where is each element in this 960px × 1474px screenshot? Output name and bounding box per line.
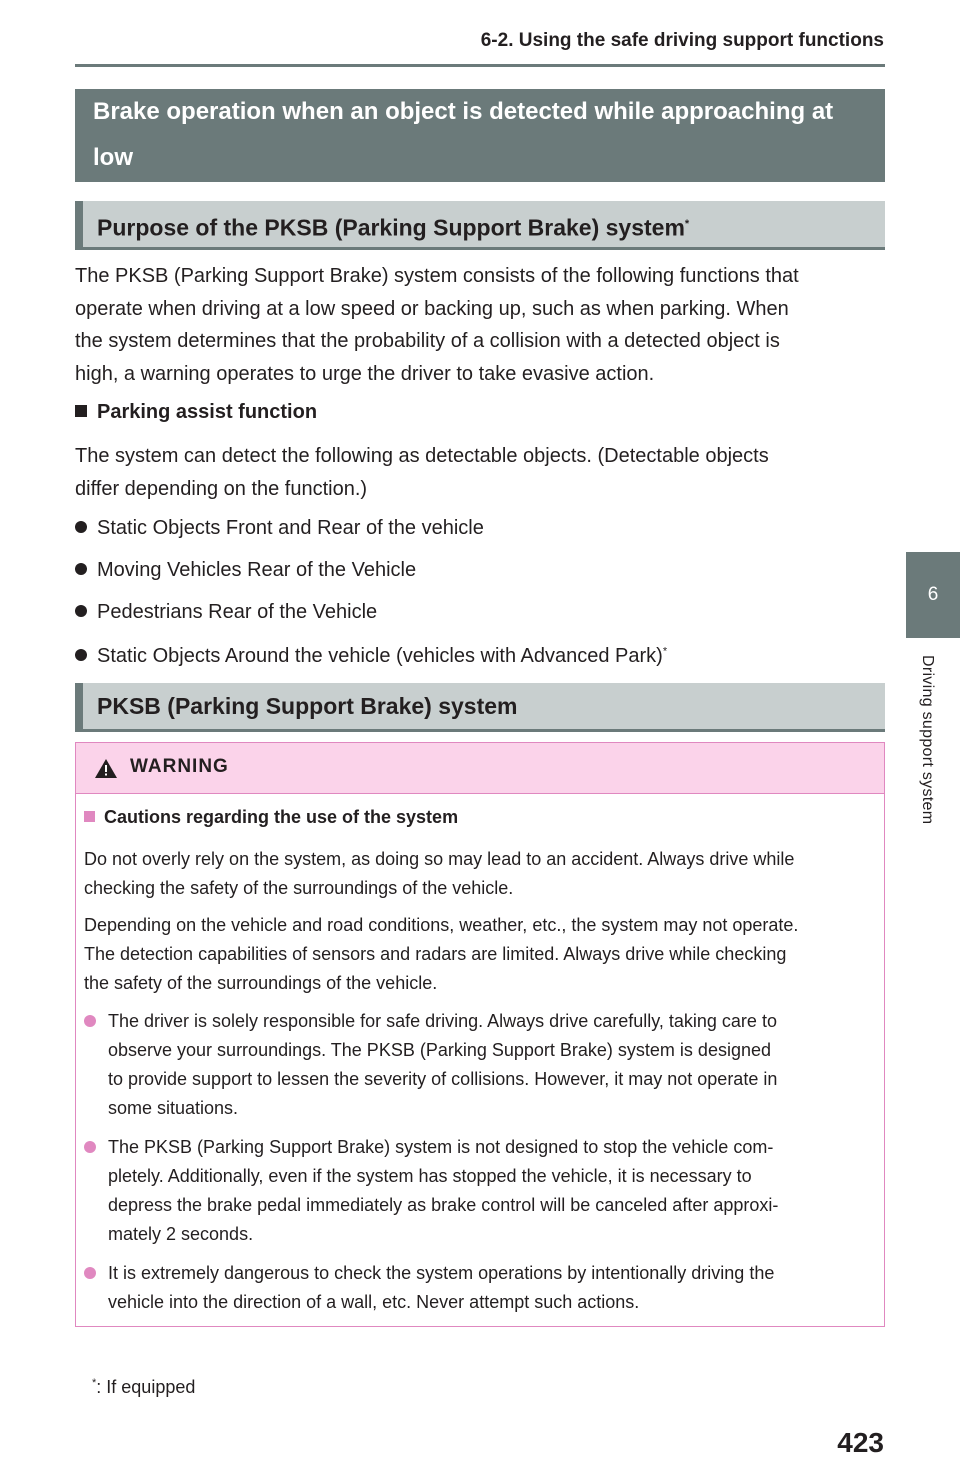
page-number: 423 (837, 1427, 884, 1458)
bullet-dot-icon (75, 563, 87, 575)
warning-list-item: It is extremely dangerous to check the system operations by intentionally driving the vehicle into the direction of a wall, etc. Never attempt such actions. (84, 1259, 879, 1317)
list-item: Moving Vehicles Rear of the Vehicle (75, 559, 416, 582)
warning-paragraph: Do not overly rely on the system, as doing so may lead to an accident. Always drive while checking the safety of the surroundings of the vehicle. (84, 849, 795, 898)
bullet-dot-icon (75, 521, 87, 533)
list-item: Pedestrians Rear of the Vehicle (75, 601, 377, 624)
warning-list-item: The driver is solely responsible for safe driving. Always drive carefully, taking care to observe your surroundings. The PKSB (Parking Support Brake) system is designed to provide support to lessen the severity of collisions. However, it may not operate in some situations. (84, 1007, 879, 1123)
parking-assist-subheading: Parking assist function (75, 401, 317, 424)
warning-subheading: Cautions regarding the use of the system (84, 807, 458, 828)
bullet-dot-icon (84, 1141, 96, 1153)
list-item: Static Objects Around the vehicle (vehicles with Advanced Park)* (75, 645, 667, 668)
warning-list-item: The PKSB (Parking Support Brake) system is not designed to stop the vehicle com- pletely. Additionally, even if the system has stopped the vehicle, it is necessary to depress the brake pedal immediately as brake control will be canceled after approxi- mately 2 seconds. (84, 1133, 879, 1249)
warning-paragraph: Depending on the vehicle and road conditions, weather, etc., the system may not operate. The detection capabilities of sensors and radars are limited. Always drive while checking the safety of the surroundings of the vehicle. (84, 915, 799, 993)
chapter-label: Driving support system (919, 655, 936, 825)
bullet-dot-icon (75, 649, 87, 661)
bullet-dot-icon (75, 605, 87, 617)
warning-box (75, 742, 885, 1327)
title-line-1: Brake operation when an object is detected while approaching at low (93, 98, 834, 171)
warning-title: WARNING (130, 756, 229, 777)
page-title-bar (75, 89, 885, 182)
bullet-dot-icon (84, 1267, 96, 1279)
section-heading-purpose: Purpose of the PKSB (Parking Support Brake) system* (75, 201, 885, 250)
warning-triangle-icon (94, 758, 118, 779)
warning-header (76, 743, 884, 794)
footnote-marker: * (92, 1377, 97, 1389)
detectable-objects-intro: The system can detect the following as detectable objects. (Detectable objects differ depending on the function.) (75, 445, 769, 500)
purpose-paragraph: The PKSB (Parking Support Brake) system consists of the following functions that operate when driving at a low speed or backing up, such as when parking. When the system determines that the probability of a collision with a detected object is high, a warning operates to urge the driver to take evasive action. (75, 265, 799, 385)
footnote-marker: * (684, 218, 690, 230)
bullet-dot-icon (84, 1015, 96, 1027)
chapter-tab (906, 552, 960, 638)
square-bullet-icon (84, 811, 95, 822)
chapter-number: 6 (927, 584, 939, 605)
section-heading-system: PKSB (Parking Support Brake) system (75, 683, 885, 732)
footnote-marker: * (662, 645, 668, 658)
footnote: *: If equipped (92, 1377, 196, 1397)
square-bullet-icon (75, 405, 87, 417)
running-header: 6-2. Using the safe driving support functions (480, 30, 884, 51)
list-item: Static Objects Front and Rear of the vehicle (75, 517, 484, 540)
header-rule (75, 64, 885, 67)
